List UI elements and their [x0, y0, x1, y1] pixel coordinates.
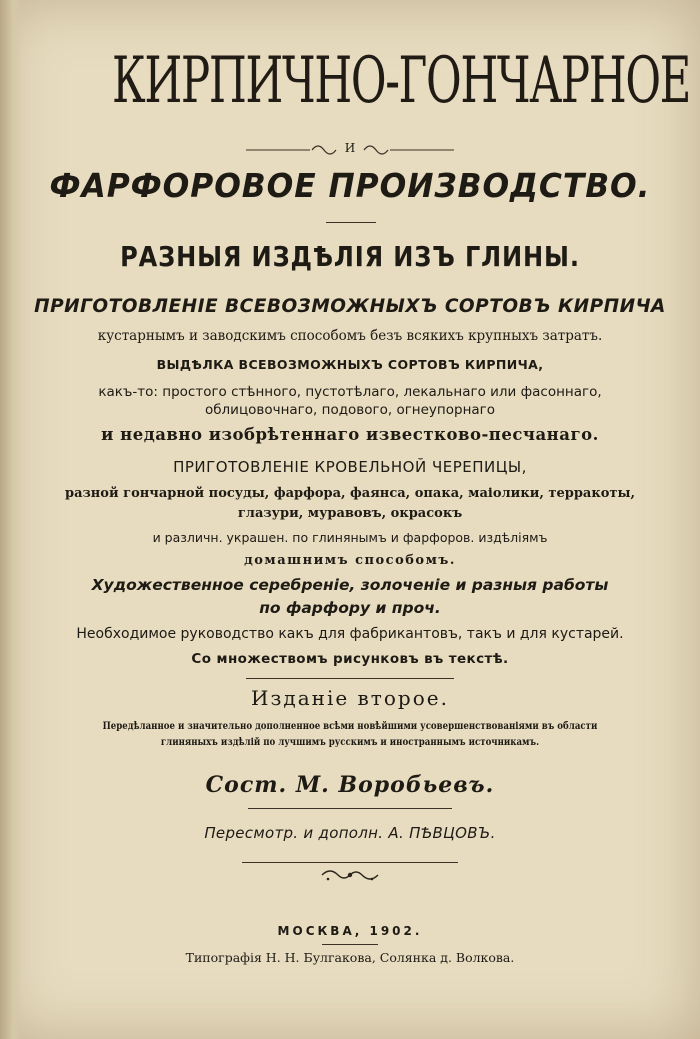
second-title: ФАРФОРОВОЕ ПРОИЗВОДСТВО. — [49, 166, 651, 205]
divider — [248, 808, 452, 809]
text-line: и различн. украшен. по глинянымъ и фарфоров. издѣліямъ — [152, 530, 548, 545]
edition-note: глиняныхъ издѣлій по лучшимъ русскимъ и иностраннымъ источникамъ. — [160, 737, 540, 748]
edition-note: Передѣланное и значительно дополненное всѣми новѣйшими усовершенствованіями въ области — [102, 721, 598, 732]
fleuron-icon — [318, 866, 382, 884]
divider — [326, 222, 376, 223]
main-title: КИРПИЧНО-ГОНЧАРНОЕ — [112, 44, 691, 118]
divider — [322, 944, 378, 945]
divider — [242, 862, 458, 863]
text-line: Необходимое руководство какъ для фабрикантовъ, такъ и для кустарей. — [76, 626, 624, 642]
compiler-name: Сост. М. Воробьевъ. — [205, 772, 495, 798]
third-title: РАЗНЫЯ ИЗДѢЛІЯ ИЗЪ ГЛИНЫ. — [120, 240, 580, 273]
text-line: ПРИГОТОВЛЕНІЕ ВСЕВОЗМОЖНЫХЪ СОРТОВЪ КИРПИЧА — [34, 296, 666, 317]
text-line: Со множествомъ рисунковъ въ текстѣ. — [191, 651, 509, 667]
text-line: разной гончарной посуды, фарфора, фаянса, опака, маіолики, терракоты, — [64, 486, 635, 501]
text-line: Художественное серебреніе, золоченіе и разныя работы — [91, 576, 609, 594]
text-line: глазури, муравовъ, окрасокъ — [237, 506, 463, 521]
reviser-name: Пересмотр. и дополн. А. ПѢВЦОВЪ. — [204, 824, 496, 842]
imprint-city: МОСКВА, 1902. — [277, 924, 423, 938]
text-line: какъ-то: простого стѣнного, пустотѣлаго, лекальнаго или фасоннаго, — [98, 384, 602, 400]
conjunction-text: И — [344, 141, 356, 155]
text-line: по фарфору и проч. — [259, 599, 441, 617]
edition-title: Изданіе второе. — [251, 686, 449, 710]
text-line: кустарнымъ и заводскимъ способомъ безъ всякихъ крупныхъ затратъ. — [97, 328, 603, 344]
text-line: и недавно изобрѣтеннаго известково-песчанаго. — [101, 425, 599, 444]
text-line: домашнимъ способомъ. — [244, 553, 456, 568]
text-line: облицовочнаго, подового, огнеупорнаго — [204, 402, 496, 418]
imprint-press: Типографія Н. Н. Булгакова, Солянка д. Волкова. — [185, 950, 515, 965]
text-line: ВЫДѢЛКА ВСЕВОЗМОЖНЫХЪ СОРТОВЪ КИРПИЧА, — [156, 357, 544, 372]
text-line: ПРИГОТОВЛЕНІЕ КРОВЕЛЬНОЙ ЧЕРЕПИЦЫ, — [173, 458, 527, 476]
divider — [246, 678, 454, 679]
